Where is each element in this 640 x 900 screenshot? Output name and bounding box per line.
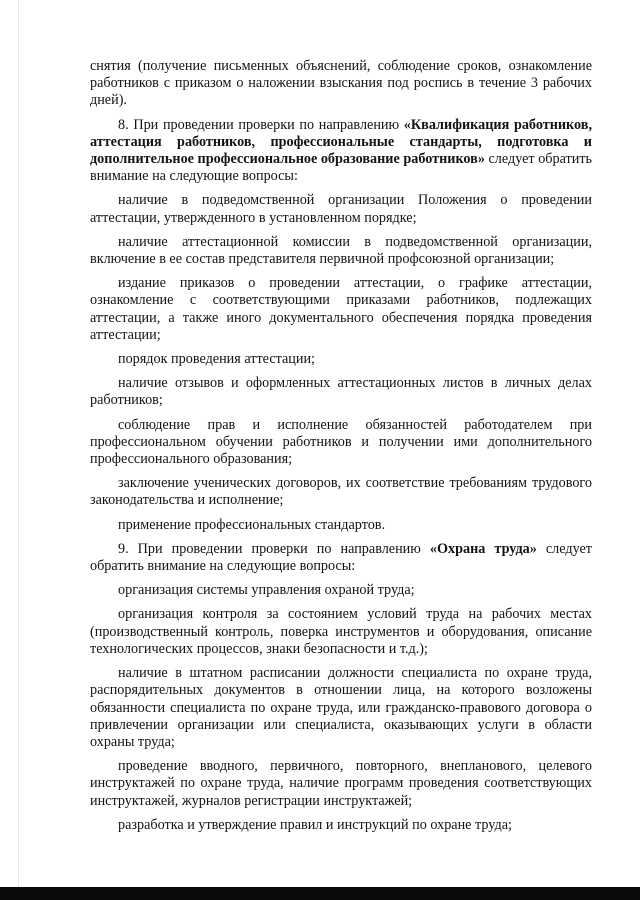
list-item: проведение вводного, первичного, повторного, внепланового, целевого инструктажей по охране труда, наличие программ проведения соответствующих инструктажей, журналов регистрации инструктажей; bbox=[90, 758, 592, 809]
list-item: организация системы управления охраной труда; bbox=[118, 582, 415, 599]
document-page bbox=[90, 58, 592, 841]
scan-bottom-border bbox=[0, 887, 640, 900]
paragraph-lead: 9. При проведении проверки по направлению bbox=[118, 540, 430, 557]
list-item: организация контроля за состоянием условий труда на рабочих местах (производственный контроль, поверка инструментов и оборудования, описание технологических процессов, знаки безопасности и т.д.); bbox=[90, 606, 592, 657]
direction-title-labor-safety: «Охрана труда» bbox=[429, 540, 537, 557]
list-item: применение профессиональных стандартов. bbox=[118, 516, 386, 533]
paragraph-item-9 bbox=[90, 541, 592, 575]
list-item: наличие в штатном расписании должности специалиста по охране труда, распорядительных документов в отношении лица, на которого возложены обязанности специалиста по охране труда, или гражданско-правового договора о привлечении организации или специалиста, оказывающих услуги в области охраны труда; bbox=[90, 665, 592, 750]
list-item: разработка и утверждение правил и инструкций по охране труда; bbox=[118, 816, 512, 833]
paragraph-continuation: снятия (получение письменных объяснений, соблюдение сроков, ознакомление работников с приказом о наложении взыскания под роспись в течение 3 рабочих дней). bbox=[90, 58, 592, 109]
list-item: наличие отзывов и оформленных аттестационных листов в личных делах работников; bbox=[90, 375, 592, 409]
paragraph-lead: 8. При проведении проверки по направлению bbox=[118, 116, 404, 133]
direction-title-qualification: «Квалификация работников, аттестация работников, профессиональные стандарты, подготовка и дополнительное профессиональное образование работников» bbox=[90, 116, 592, 168]
list-item: соблюдение прав и исполнение обязанностей работодателем при профессиональном обучении работников и получении ими дополнительного профессионального образования; bbox=[90, 416, 592, 468]
list-item: заключение ученических договоров, их соответствие требованиям трудового законодательства и исполнение; bbox=[90, 475, 592, 509]
list-item: наличие аттестационной комиссии в подведомственной организации, включение в ее состав представителя первичной профсоюзной организации; bbox=[90, 233, 592, 268]
list-item: порядок проведения аттестации; bbox=[118, 351, 316, 368]
list-item: издание приказов о проведении аттестации, о графике аттестации, ознакомление с соответствующими приказами работников, подлежащих аттестации, а также иного документального обеспечения порядка проведения аттестации; bbox=[90, 275, 592, 343]
paragraph-tail: следует обратить внимание на следующие вопросы: bbox=[90, 540, 592, 575]
scan-edge bbox=[18, 0, 19, 900]
paragraph-item-8 bbox=[90, 117, 592, 186]
list-item: наличие в подведомственной организации Положения о проведении аттестации, утвержденного в установленном порядке; bbox=[90, 192, 592, 226]
paragraph-tail: следует обратить внимание на следующие вопросы: bbox=[90, 151, 592, 185]
